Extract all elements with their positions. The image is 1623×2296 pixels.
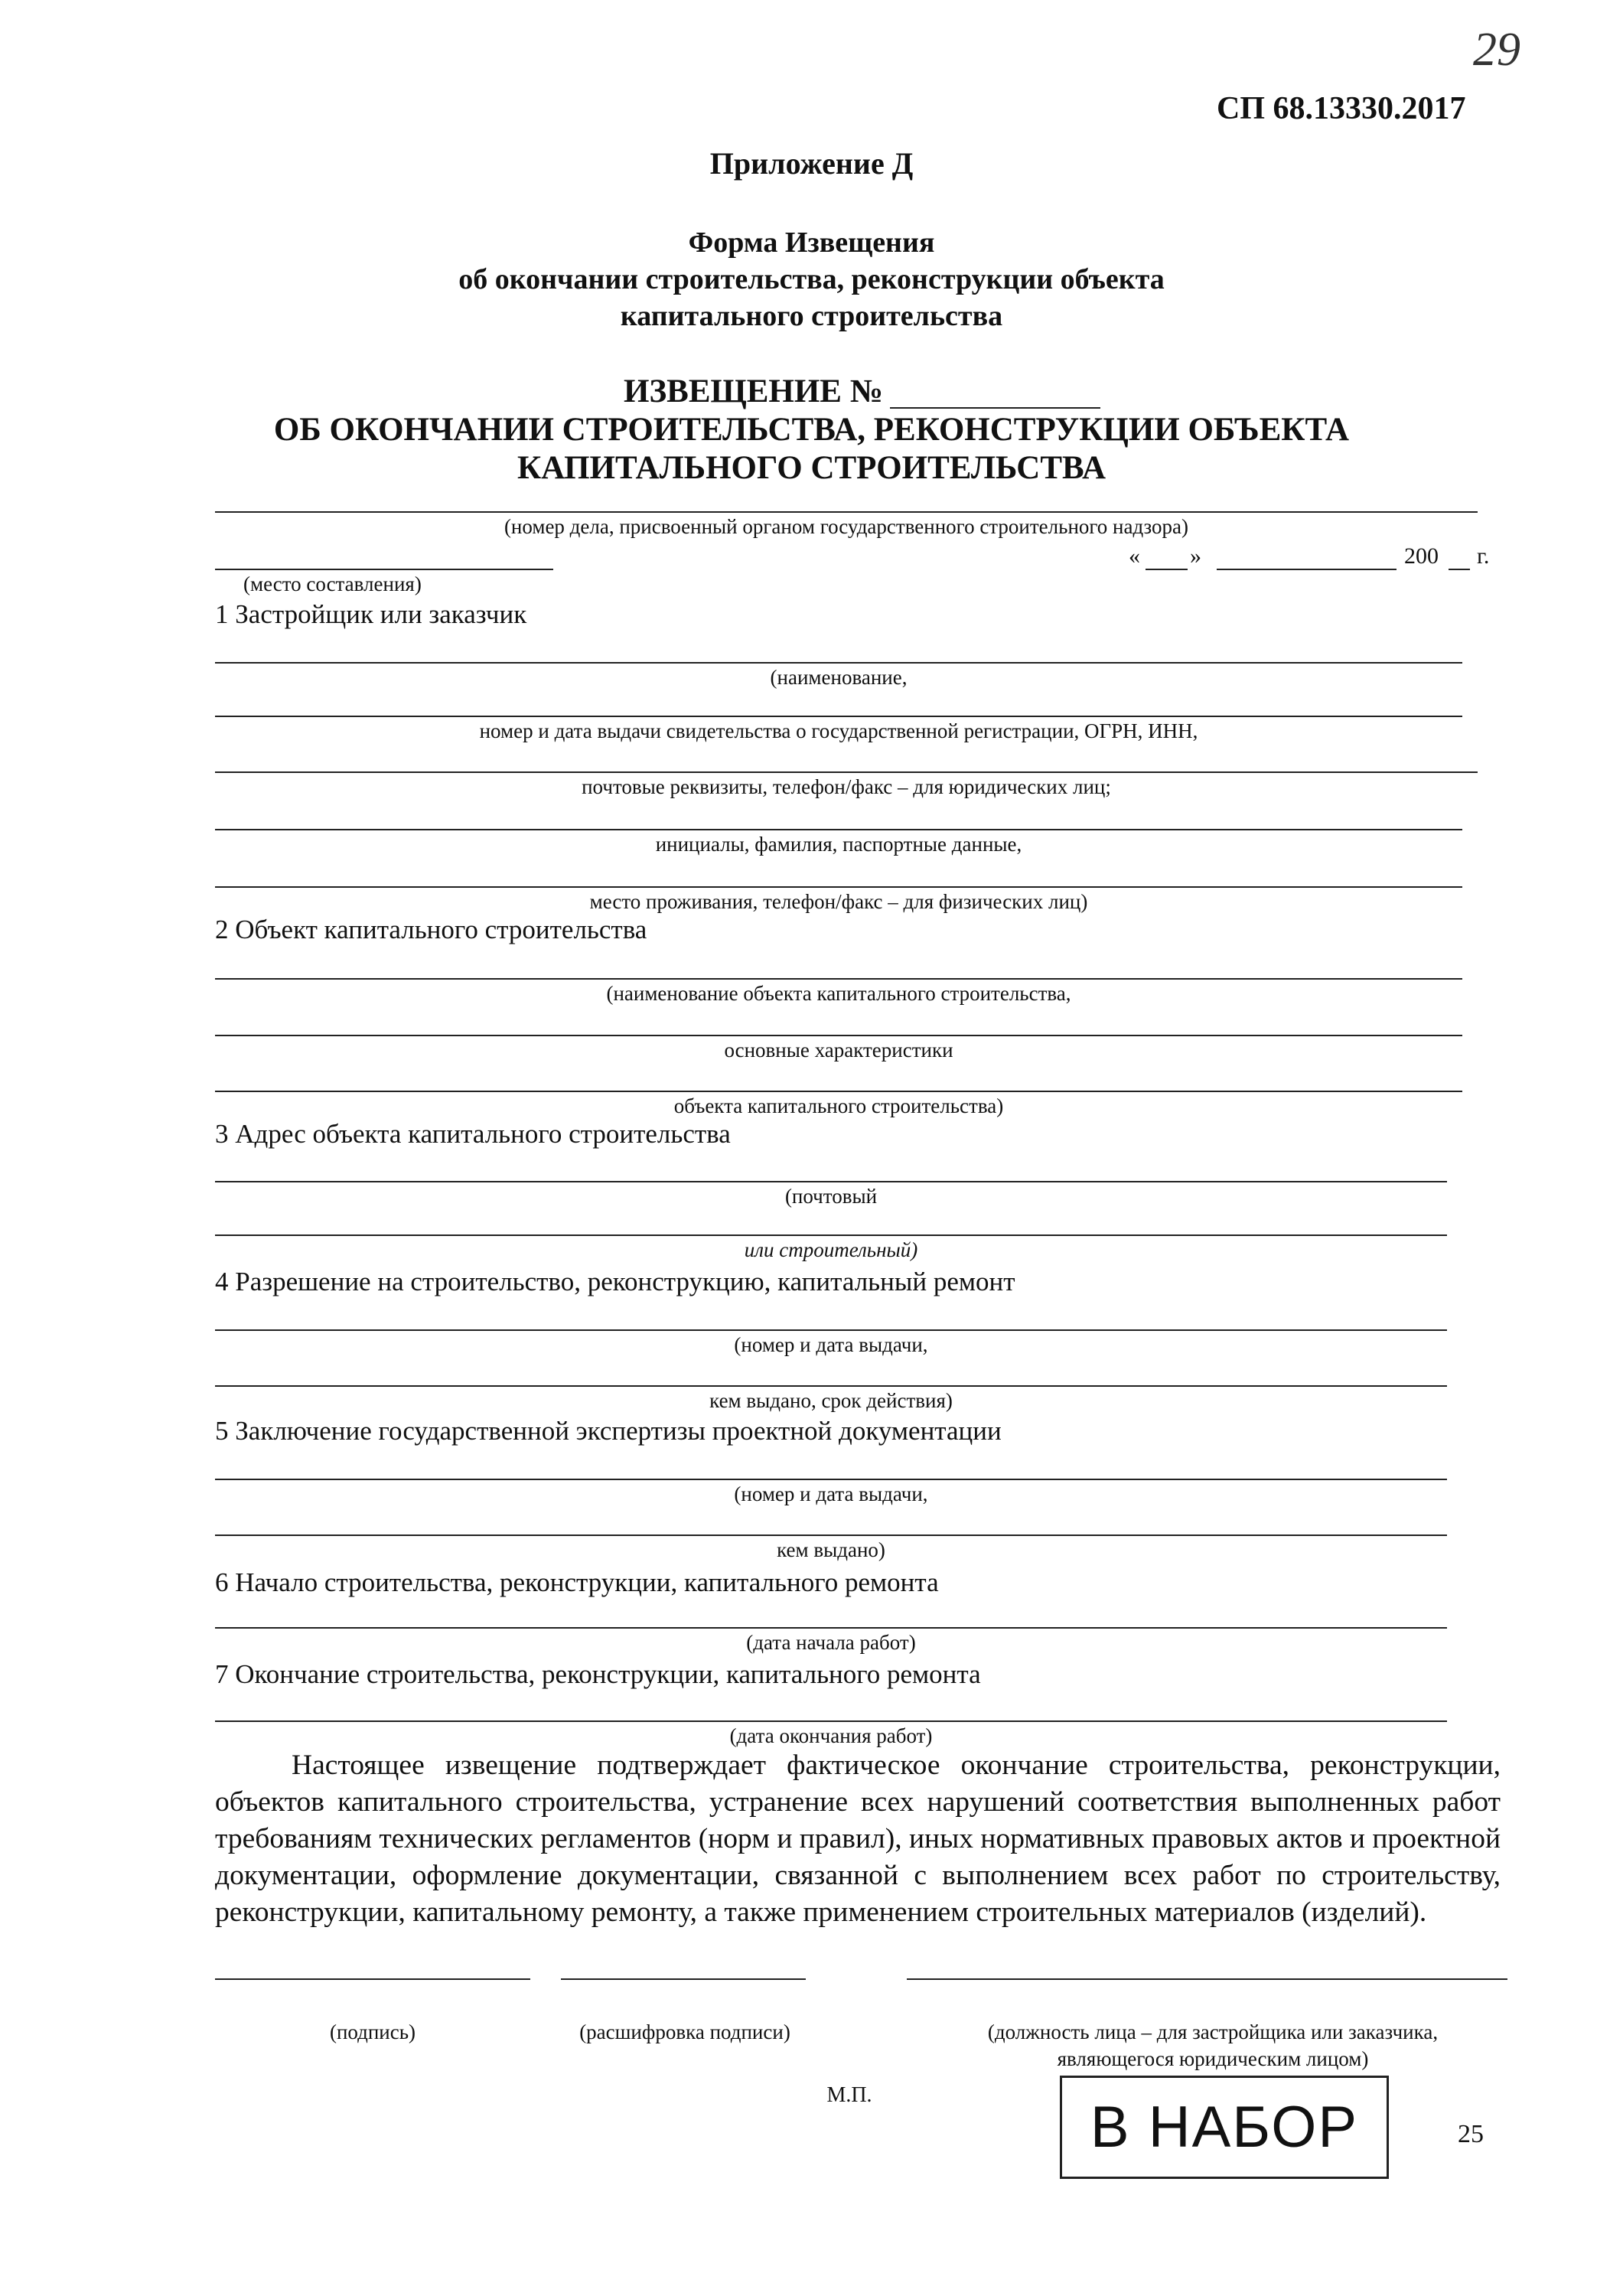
form-title-line-2: об окончании строительства, реконструкции объекта	[458, 263, 1165, 295]
section-1-field-3	[215, 771, 1478, 773]
section-1-caption-1: (наименование,	[770, 666, 908, 689]
case-number-field	[215, 511, 1478, 513]
section-6-label: 6 Начало строительства, реконструкции, капитального ремонта	[215, 1567, 939, 1597]
section-1-caption-4: инициалы, фамилия, паспортные данные,	[655, 833, 1022, 856]
confirmation-paragraph: Настоящее извещение подтверждает фактическое окончание строительства, реконструкции, объектов капитального строительства, устранение всех нарушений соответствия выполненных работ требованиям технических регламентов (норм и правил), иных нормативных правовых актов и проектной документации, оформление документации, связанной с выполнением всех работ по строительству, реконструкции, капитальному ремонту, а также применением строительных материалов (изделий).	[215, 1750, 1501, 1928]
signature-field	[215, 1978, 530, 1980]
standard-code: СП 68.13330.2017	[1217, 91, 1466, 126]
section-1-caption-2: номер и дата выдачи свидетельства о государственной регистрации, ОГРН, ИНН,	[479, 719, 1198, 742]
section-2-field-3	[215, 1091, 1462, 1092]
position-caption-line-1: (должность лица – для застройщика или заказчика,	[987, 2020, 1439, 2043]
section-2-caption-3: объекта капитального строительства)	[673, 1094, 1004, 1117]
section-5-label: 5 Заключение государственной экспертизы проектной документации	[215, 1416, 1002, 1446]
position-field	[907, 1978, 1507, 1980]
section-1-field-2	[215, 716, 1462, 717]
section-2-label: 2 Объект капитального строительства	[215, 915, 647, 944]
form-title-line-3: капитального строительства	[620, 300, 1003, 332]
section-3-field-1	[215, 1181, 1447, 1182]
section-1-label: 1 Застройщик или заказчик	[215, 599, 527, 629]
section-3-label: 3 Адрес объекта капитального строительства	[215, 1119, 731, 1149]
section-5-caption-2: кем выдано)	[777, 1538, 885, 1561]
section-4-field-1	[215, 1329, 1447, 1331]
form-title-line-1: Форма Извещения	[688, 227, 935, 259]
section-3-caption-2: или строительный)	[744, 1238, 918, 1261]
section-2-caption-2: основные характеристики	[724, 1039, 953, 1062]
section-7-label: 7 Окончание строительства, реконструкции, капитального ремонта	[215, 1659, 981, 1689]
section-1-caption-5: место проживания, телефон/факс – для физических лиц)	[589, 890, 1088, 913]
in-typesetting-stamp	[1060, 2076, 1389, 2179]
seal-caption: М.П.	[826, 2083, 872, 2107]
section-7-caption-1: (дата окончания работ)	[729, 1724, 933, 1747]
section-3-field-2	[215, 1234, 1447, 1236]
handwritten-page-number: 29	[1473, 24, 1520, 76]
date-month-field	[1217, 569, 1396, 570]
signature-decoding-caption: (расшифровка подписи)	[579, 2020, 790, 2043]
section-4-caption-2: кем выдано, срок действия)	[709, 1389, 953, 1412]
date-close-quote: »	[1190, 543, 1201, 569]
page-number: 25	[1458, 2120, 1484, 2148]
signature-decoding-field	[561, 1978, 806, 1980]
section-3-caption-1: (почтовый	[784, 1185, 878, 1208]
date-year-field	[1449, 569, 1470, 570]
section-7-field-1	[215, 1720, 1447, 1722]
section-4-label: 4 Разрешение на строительство, реконструкцию, капитальный ремонт	[215, 1267, 1015, 1296]
section-5-field-1	[215, 1479, 1447, 1480]
place-caption: (место составления)	[243, 572, 422, 595]
section-2-field-2	[215, 1035, 1462, 1036]
section-5-caption-1: (номер и дата выдачи,	[734, 1482, 928, 1505]
section-4-caption-1: (номер и дата выдачи,	[734, 1333, 928, 1356]
section-4-field-2	[215, 1385, 1447, 1387]
date-year-prefix: 200	[1404, 543, 1439, 569]
section-1-field-4	[215, 829, 1462, 830]
section-1-caption-3: почтовые реквизиты, телефон/факс – для юридических лиц;	[582, 775, 1111, 798]
date-open-quote: «	[1129, 543, 1140, 569]
section-1-field-1	[215, 662, 1462, 664]
position-caption-line-2: являющегося юридическим лицом)	[1057, 2047, 1369, 2070]
section-1-field-5	[215, 886, 1462, 888]
case-number-caption: (номер дела, присвоенный органом государственного строительного надзора)	[504, 515, 1189, 538]
notice-title-number: ИЗВЕЩЕНИЕ №	[624, 373, 883, 409]
date-day-field	[1146, 569, 1188, 570]
notice-title-line-3: КАПИТАЛЬНОГО СТРОИТЕЛЬСТВА	[517, 450, 1106, 486]
signature-caption: (подпись)	[329, 2020, 416, 2043]
section-2-field-1	[215, 978, 1462, 980]
section-6-field-1	[215, 1627, 1447, 1629]
place-field	[215, 569, 553, 570]
stamp-text: В НАБОР	[1090, 2095, 1359, 2160]
notice-number-field	[890, 407, 1100, 409]
section-2-caption-1: (наименование объекта капитального строительства,	[606, 982, 1071, 1005]
date-year-suffix: г.	[1477, 543, 1490, 569]
section-6-caption-1: (дата начала работ)	[746, 1631, 916, 1654]
appendix-title: Приложение Д	[709, 146, 914, 181]
section-5-field-2	[215, 1534, 1447, 1536]
notice-title-line-2: ОБ ОКОНЧАНИИ СТРОИТЕЛЬСТВА, РЕКОНСТРУКЦИИ ОБЪЕКТА	[273, 412, 1350, 448]
